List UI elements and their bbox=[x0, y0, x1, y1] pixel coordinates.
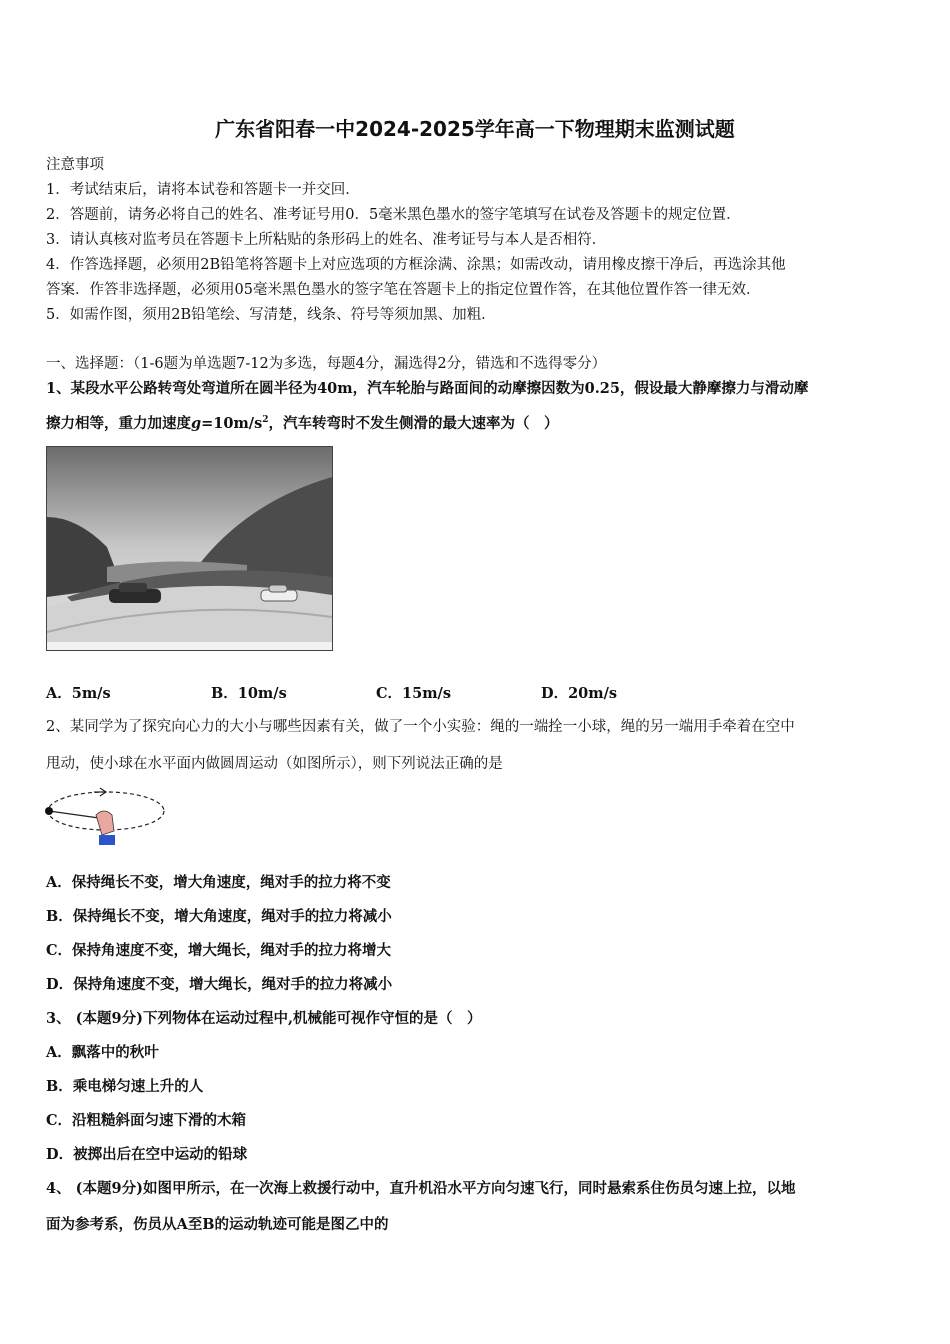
option-d: D．被掷出后在空中运动的铅球 bbox=[46, 1146, 248, 1163]
notice-item: 4．作答选择题，必须用2B铅笔将答题卡上对应选项的方框涂满、涂黑；如需改动，请用橡皮擦干净后，再选涂其他 bbox=[46, 257, 786, 273]
text-segment: =10m/s bbox=[201, 415, 263, 432]
notice-heading: 注意事项 bbox=[46, 157, 104, 173]
option-d: D．保持角速度不变，增大绳长，绳对手的拉力将减小 bbox=[46, 976, 393, 993]
option-c: C．保持角速度不变，增大绳长，绳对手的拉力将增大 bbox=[46, 942, 392, 959]
notice-item: 2．答题前，请务必将自己的姓名、准考证号用0．5毫米黑色墨水的签字笔填写在试卷及答题卡的规定位置． bbox=[46, 207, 741, 223]
ball-icon bbox=[45, 807, 53, 815]
option-b: B．乘电梯匀速上升的人 bbox=[46, 1078, 204, 1095]
page-title: 广东省阳春一中2024-2025学年高一下物理期末监测试题 bbox=[215, 117, 735, 141]
question-4-stem-cont: 面为参考系，伤员从A至B的运动轨迹可能是图乙中的 bbox=[46, 1216, 389, 1233]
notice-item: 答案．作答非选择题，必须用05毫米黑色墨水的签字笔在答题卡上的指定位置作答，在其他位置作答一律无效． bbox=[46, 282, 761, 298]
option-c: C．沿粗糙斜面匀速下滑的木箱 bbox=[46, 1112, 247, 1129]
option-b: B．10m/s bbox=[211, 685, 287, 702]
g-symbol: g bbox=[191, 415, 202, 432]
notice-item: 3．请认真核对监考员在答题卡上所粘贴的条形码上的姓名、准考证号与本人是否相符． bbox=[46, 232, 607, 248]
option-a: A．飘落中的秋叶 bbox=[46, 1044, 159, 1061]
text-segment: ，汽车转弯时不发生侧滑的最大速率为（ ） bbox=[268, 415, 559, 432]
question-4-stem: 4、 (本题9分)如图甲所示，在一次海上救援行动中，直升机沿水平方向匀速飞行，同时悬索系住伤员匀速上拉，以地 bbox=[46, 1180, 796, 1197]
option-b: B．保持绳长不变，增大角速度，绳对手的拉力将减小 bbox=[46, 908, 392, 925]
road-curve-image bbox=[47, 447, 332, 650]
option-a: A．保持绳长不变，增大角速度，绳对手的拉力将不变 bbox=[46, 874, 391, 891]
notice-item: 5．如需作图，须用2B铅笔绘、写清楚，线条、符号等须加黑、加粗． bbox=[46, 307, 496, 323]
hand-icon bbox=[96, 811, 114, 835]
question-2-stem-cont: 甩动，使小球在水平面内做圆周运动（如图所示），则下列说法正确的是 bbox=[46, 756, 503, 772]
option-c: C．15m/s bbox=[376, 685, 452, 702]
notice-item: 1．考试结束后，请将本试卷和答题卡一并交回． bbox=[46, 182, 360, 198]
road-curve-photo bbox=[46, 446, 333, 651]
option-a: A．5m/s bbox=[46, 685, 111, 702]
text-segment: 擦力相等，重力加速度 bbox=[46, 415, 191, 432]
question-3-stem: 3、 (本题9分)下列物体在运动过程中,机械能可视作守恒的是（ ） bbox=[46, 1010, 482, 1027]
swinging-ball-figure bbox=[42, 785, 168, 855]
circular-motion-diagram bbox=[42, 785, 168, 855]
question-2-stem: 2、某同学为了探究向心力的大小与哪些因素有关，做了一个小实验：绳的一端拴一小球，绳的另一端用手牵着在空中 bbox=[46, 719, 795, 735]
question-1-stem-cont bbox=[46, 412, 559, 433]
exponent: 2 bbox=[262, 415, 269, 426]
section-heading: 一、选择题：（1-6题为单选题7-12为多选，每题4分，漏选得2分，错选和不选得零分） bbox=[46, 356, 607, 372]
sleeve-icon bbox=[99, 835, 115, 845]
option-d: D．20m/s bbox=[541, 685, 618, 702]
question-1-stem: 1、某段水平公路转弯处弯道所在圆半径为40m，汽车轮胎与路面间的动摩擦因数为0.25，假设最大静摩擦力与滑动摩 bbox=[46, 380, 809, 397]
